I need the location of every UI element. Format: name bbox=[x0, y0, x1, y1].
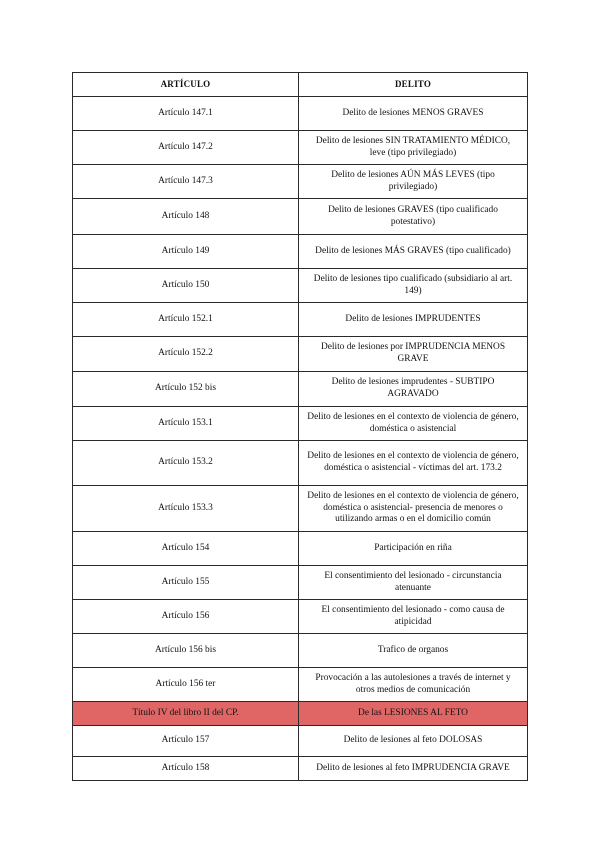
offense-cell: Delito de lesiones en el contexto de violencia de género, doméstica o asistencial- presencia de menores o utilizando armas o en el domicilio común bbox=[299, 486, 528, 532]
article-cell: Artículo 156 bis bbox=[73, 634, 299, 668]
article-cell: Artículo 158 bbox=[73, 757, 299, 781]
offense-cell: El consentimiento del lesionado - circunstancia atenuante bbox=[299, 566, 528, 600]
offense-cell: Delito de lesiones MÁS GRAVES (tipo cualificado) bbox=[299, 235, 528, 269]
table-row bbox=[73, 757, 528, 781]
article-cell: Artículo 152 bis bbox=[73, 372, 299, 407]
section-title-cell: De las LESIONES AL FETO bbox=[299, 702, 528, 726]
offense-cell: Delito de lesiones MENOS GRAVES bbox=[299, 97, 528, 131]
table-row bbox=[73, 668, 528, 702]
articles-table bbox=[72, 72, 528, 781]
offense-cell: El consentimiento del lesionado - como causa de atipicidad bbox=[299, 600, 528, 634]
offense-cell: Delito de lesiones al feto DOLOSAS bbox=[299, 726, 528, 757]
offense-cell: Delito de lesiones en el contexto de violencia de género, doméstica o asistencial - víctimas del art. 173.2 bbox=[299, 441, 528, 486]
article-cell: Artículo 153.1 bbox=[73, 407, 299, 441]
table-row bbox=[73, 337, 528, 372]
offense-cell: Delito de lesiones tipo cualificado (subsidiario al art. 149) bbox=[299, 269, 528, 303]
header-delito: DELITO bbox=[299, 73, 528, 97]
article-cell: Artículo 157 bbox=[73, 726, 299, 757]
article-cell: Artículo 149 bbox=[73, 235, 299, 269]
offense-cell: Participación en riña bbox=[299, 532, 528, 566]
table-header-row bbox=[73, 73, 528, 97]
table-row bbox=[73, 199, 528, 235]
table-row bbox=[73, 235, 528, 269]
table-row bbox=[73, 486, 528, 532]
table-row bbox=[73, 372, 528, 407]
table-row bbox=[73, 269, 528, 303]
table-row bbox=[73, 303, 528, 337]
article-cell: Artículo 156 ter bbox=[73, 668, 299, 702]
table-row bbox=[73, 566, 528, 600]
table-row bbox=[73, 634, 528, 668]
table-row bbox=[73, 726, 528, 757]
article-cell: Artículo 156 bbox=[73, 600, 299, 634]
article-cell: Artículo 153.3 bbox=[73, 486, 299, 532]
offense-cell: Trafico de organos bbox=[299, 634, 528, 668]
table-row bbox=[73, 131, 528, 165]
article-cell: Artículo 155 bbox=[73, 566, 299, 600]
table-row bbox=[73, 165, 528, 199]
offense-cell: Delito de lesiones por IMPRUDENCIA MENOS GRAVE bbox=[299, 337, 528, 372]
article-cell: Artículo 152.2 bbox=[73, 337, 299, 372]
offense-cell: Delito de lesiones al feto IMPRUDENCIA GRAVE bbox=[299, 757, 528, 781]
offense-cell: Delito de lesiones en el contexto de violencia de género, doméstica o asistencial bbox=[299, 407, 528, 441]
article-cell: Artículo 150 bbox=[73, 269, 299, 303]
offense-cell: Delito de lesiones AÚN MÁS LEVES (tipo privilegiado) bbox=[299, 165, 528, 199]
article-cell: Artículo 154 bbox=[73, 532, 299, 566]
offense-cell: Delito de lesiones IMPRUDENTES bbox=[299, 303, 528, 337]
offense-cell: Provocación a las autolesiones a través de internet y otros medios de comunicación bbox=[299, 668, 528, 702]
section-title-row bbox=[73, 702, 528, 726]
section-reference-cell: Título IV del libro II del CP. bbox=[73, 702, 299, 726]
table-row bbox=[73, 407, 528, 441]
offense-cell: Delito de lesiones GRAVES (tipo cualificado potestativo) bbox=[299, 199, 528, 235]
table-row bbox=[73, 532, 528, 566]
table-row bbox=[73, 600, 528, 634]
article-cell: Artículo 147.2 bbox=[73, 131, 299, 165]
offense-cell: Delito de lesiones imprudentes - SUBTIPO AGRAVADO bbox=[299, 372, 528, 407]
table-row bbox=[73, 441, 528, 486]
offense-cell: Delito de lesiones SIN TRATAMIENTO MÉDICO, leve (tipo privilegiado) bbox=[299, 131, 528, 165]
article-cell: Artículo 152.1 bbox=[73, 303, 299, 337]
header-articulo: ARTÍCULO bbox=[73, 73, 299, 97]
article-cell: Artículo 147.1 bbox=[73, 97, 299, 131]
article-cell: Artículo 153.2 bbox=[73, 441, 299, 486]
article-cell: Artículo 148 bbox=[73, 199, 299, 235]
table-row bbox=[73, 97, 528, 131]
article-cell: Artículo 147.3 bbox=[73, 165, 299, 199]
